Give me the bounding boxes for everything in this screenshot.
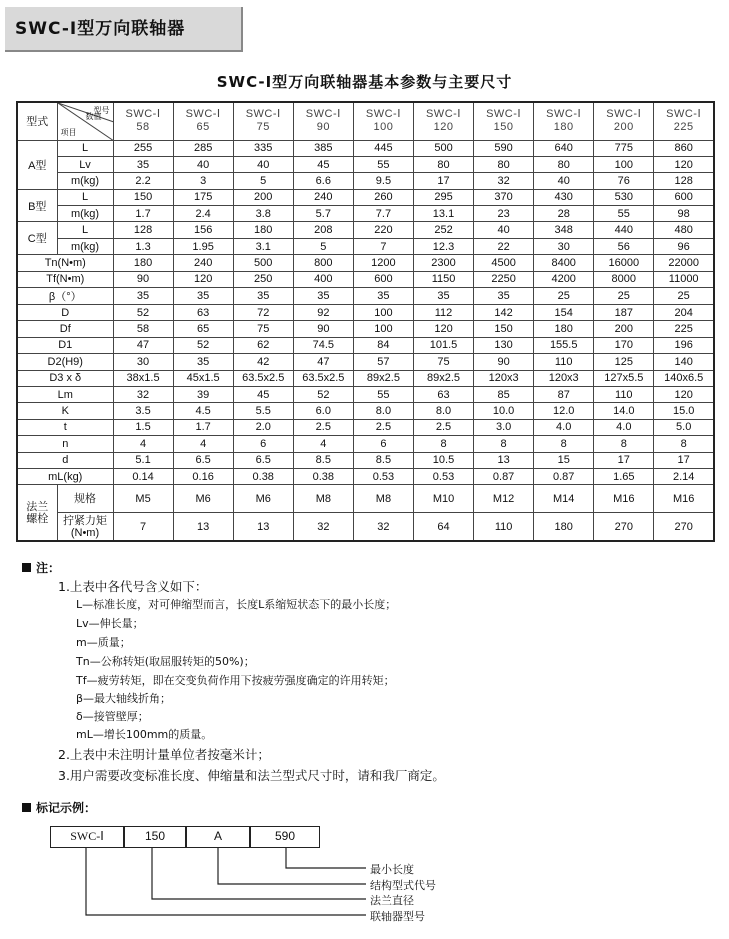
table-cell: 84 xyxy=(353,337,413,353)
table-cell: 52 xyxy=(173,337,233,353)
table-cell: 17 xyxy=(413,173,473,189)
table-cell: 4.5 xyxy=(173,403,233,419)
model-header: SWC-Ⅰ 180 xyxy=(534,102,594,140)
table-cell: 180 xyxy=(113,255,173,271)
table-cell: 8.5 xyxy=(293,452,353,468)
table-cell: M8 xyxy=(293,485,353,513)
table-cell: 204 xyxy=(654,305,714,321)
table-cell: 480 xyxy=(654,222,714,238)
group-label: A型 xyxy=(17,140,57,189)
table-cell: 250 xyxy=(233,271,293,287)
note-line: β—最大轴线折角； xyxy=(76,692,172,705)
table-cell: 2250 xyxy=(474,271,534,287)
table-cell: 96 xyxy=(654,238,714,254)
table-cell: 800 xyxy=(293,255,353,271)
row-label: D3 x δ xyxy=(17,370,113,386)
table-cell: 175 xyxy=(173,189,233,205)
page-title: SWC-Ⅰ型万向联轴器 xyxy=(15,19,186,39)
table-cell: 35 xyxy=(413,288,473,305)
table-cell: 75 xyxy=(413,354,473,370)
table-cell: 100 xyxy=(353,321,413,337)
table-cell: 5 xyxy=(293,238,353,254)
table-cell: 120 xyxy=(654,386,714,402)
table-cell: 1.95 xyxy=(173,238,233,254)
table-cell: 13 xyxy=(173,513,233,541)
table-cell: 150 xyxy=(474,321,534,337)
row-label: Tn(N•m) xyxy=(17,255,113,271)
table-cell: 4 xyxy=(173,436,233,452)
table-cell: 170 xyxy=(594,337,654,353)
table-cell: 8000 xyxy=(594,271,654,287)
table-cell: 7 xyxy=(113,513,173,541)
table-cell: 125 xyxy=(594,354,654,370)
table-cell: 5.5 xyxy=(233,403,293,419)
table-cell: 35 xyxy=(113,156,173,172)
table-cell: 240 xyxy=(173,255,233,271)
table-cell: 1.3 xyxy=(113,238,173,254)
table-cell: 860 xyxy=(654,140,714,156)
table-cell: 80 xyxy=(413,156,473,172)
row-label: 拧紧力矩 (N•m) xyxy=(57,513,113,541)
table-cell: 47 xyxy=(113,337,173,353)
table-cell: 120 xyxy=(654,156,714,172)
table-cell: 35 xyxy=(233,288,293,305)
table-cell: 39 xyxy=(173,386,233,402)
row-label: m(kg) xyxy=(57,238,113,254)
table-cell: 40 xyxy=(173,156,233,172)
table-cell: 200 xyxy=(233,189,293,205)
model-header: SWC-Ⅰ 200 xyxy=(594,102,654,140)
table-cell: M12 xyxy=(474,485,534,513)
note-line: δ—接管壁厚； xyxy=(76,710,149,723)
table-cell: 35 xyxy=(293,288,353,305)
table-cell: 101.5 xyxy=(413,337,473,353)
table-cell: 8 xyxy=(654,436,714,452)
table-cell: 52 xyxy=(113,305,173,321)
table-cell: 63.5x2.5 xyxy=(233,370,293,386)
note-line: 1.上表中各代号含义如下： xyxy=(58,579,208,594)
notes-heading: 注： xyxy=(22,559,60,576)
table-cell: 55 xyxy=(594,206,654,222)
table-cell: 5.0 xyxy=(654,419,714,435)
table-cell: 25 xyxy=(594,288,654,305)
table-cell: M5 xyxy=(113,485,173,513)
table-cell: 2.0 xyxy=(233,419,293,435)
table-cell: 5 xyxy=(233,173,293,189)
table-cell: 90 xyxy=(474,354,534,370)
table-cell: 6.5 xyxy=(233,452,293,468)
table-cell: 6.6 xyxy=(293,173,353,189)
table-cell: 4 xyxy=(293,436,353,452)
table-cell: 57 xyxy=(353,354,413,370)
table-cell: 120 xyxy=(173,271,233,287)
table-cell: 0.87 xyxy=(534,468,594,484)
table-cell: 32 xyxy=(353,513,413,541)
table-cell: 1150 xyxy=(413,271,473,287)
table-cell: M10 xyxy=(413,485,473,513)
legend-flange-diameter: 法兰直径 xyxy=(370,894,414,907)
table-cell: 42 xyxy=(233,354,293,370)
table-cell: 8.0 xyxy=(413,403,473,419)
row-label: β（°） xyxy=(17,288,113,305)
table-cell: 127x5.5 xyxy=(594,370,654,386)
table-cell: 600 xyxy=(654,189,714,205)
table-cell: 220 xyxy=(353,222,413,238)
table-cell: 74.5 xyxy=(293,337,353,353)
table-cell: 10.5 xyxy=(413,452,473,468)
table-cell: 128 xyxy=(654,173,714,189)
table-cell: 150 xyxy=(113,189,173,205)
table-cell: M6 xyxy=(173,485,233,513)
table-cell: 335 xyxy=(233,140,293,156)
table-cell: 32 xyxy=(293,513,353,541)
row-label: n xyxy=(17,436,113,452)
table-cell: 440 xyxy=(594,222,654,238)
header-value-label: 数值 xyxy=(85,112,102,121)
table-cell: 3.0 xyxy=(474,419,534,435)
table-cell: 0.53 xyxy=(353,468,413,484)
table-cell: 8400 xyxy=(534,255,594,271)
table-cell: 45x1.5 xyxy=(173,370,233,386)
table-cell: 62 xyxy=(233,337,293,353)
table-cell: 35 xyxy=(173,354,233,370)
table-cell: 370 xyxy=(474,189,534,205)
table-cell: 140 xyxy=(654,354,714,370)
table-cell: 3.5 xyxy=(113,403,173,419)
table-cell: 600 xyxy=(353,271,413,287)
table-cell: 8 xyxy=(413,436,473,452)
row-label: D1 xyxy=(17,337,113,353)
table-cell: 1.65 xyxy=(594,468,654,484)
table-cell: 225 xyxy=(654,321,714,337)
model-header: SWC-Ⅰ 75 xyxy=(233,102,293,140)
table-cell: 130 xyxy=(474,337,534,353)
table-cell: 120x3 xyxy=(474,370,534,386)
table-cell: 85 xyxy=(474,386,534,402)
table-cell: 6 xyxy=(233,436,293,452)
table-cell: 187 xyxy=(594,305,654,321)
note-line: mL—增长100mm的质量。 xyxy=(76,728,213,741)
table-cell: 500 xyxy=(233,255,293,271)
note-line: L—标准长度，对可伸缩型而言，长度L系缩短状态下的最小长度； xyxy=(76,598,397,611)
row-label: Lm xyxy=(17,386,113,402)
table-cell: 89x2.5 xyxy=(353,370,413,386)
table-cell: 255 xyxy=(113,140,173,156)
table-cell: 56 xyxy=(594,238,654,254)
table-cell: 40 xyxy=(233,156,293,172)
table-cell: 8 xyxy=(474,436,534,452)
table-cell: 6.5 xyxy=(173,452,233,468)
table-cell: 4.0 xyxy=(534,419,594,435)
table-cell: 0.87 xyxy=(474,468,534,484)
table-cell: 90 xyxy=(113,271,173,287)
table-cell: 530 xyxy=(594,189,654,205)
example-heading: 标记示例： xyxy=(22,799,96,816)
table-cell: 252 xyxy=(413,222,473,238)
row-label: Lv xyxy=(57,156,113,172)
table-cell: 17 xyxy=(654,452,714,468)
table-cell: 100 xyxy=(353,305,413,321)
table-cell: 590 xyxy=(474,140,534,156)
table-cell: 0.38 xyxy=(293,468,353,484)
table-cell: 5.7 xyxy=(293,206,353,222)
table-cell: 5.1 xyxy=(113,452,173,468)
table-cell: 2.2 xyxy=(113,173,173,189)
code-model: SWC-Ⅰ xyxy=(50,826,124,848)
table-cell: 640 xyxy=(534,140,594,156)
table-cell: 63 xyxy=(173,305,233,321)
table-cell: 0.16 xyxy=(173,468,233,484)
table-cell: 9.5 xyxy=(353,173,413,189)
note-line: Lv—伸长量； xyxy=(76,617,144,630)
table-cell: 32 xyxy=(113,386,173,402)
row-label: L xyxy=(57,189,113,205)
table-cell: 8 xyxy=(594,436,654,452)
table-cell: 90 xyxy=(293,321,353,337)
table-cell: 25 xyxy=(534,288,594,305)
table-cell: 445 xyxy=(353,140,413,156)
table-cell: 1200 xyxy=(353,255,413,271)
table-cell: 156 xyxy=(173,222,233,238)
model-header: SWC-Ⅰ 90 xyxy=(293,102,353,140)
table-cell: 52 xyxy=(293,386,353,402)
row-label: D2(H9) xyxy=(17,354,113,370)
table-cell: 285 xyxy=(173,140,233,156)
code-flange: 150 xyxy=(124,826,186,848)
note-line: 2.上表中未注明计量单位者按毫米计； xyxy=(58,747,270,762)
table-cell: 80 xyxy=(474,156,534,172)
table-cell: 295 xyxy=(413,189,473,205)
table-cell: M6 xyxy=(233,485,293,513)
row-label: m(kg) xyxy=(57,173,113,189)
row-label: L xyxy=(57,140,113,156)
table-cell: 1.7 xyxy=(113,206,173,222)
row-label: L xyxy=(57,222,113,238)
table-cell: 4200 xyxy=(534,271,594,287)
row-label: t xyxy=(17,419,113,435)
table-cell: 13 xyxy=(474,452,534,468)
table-cell: 775 xyxy=(594,140,654,156)
model-header: SWC-Ⅰ 58 xyxy=(113,102,173,140)
table-cell: 58 xyxy=(113,321,173,337)
table-cell: 17 xyxy=(594,452,654,468)
table-cell: 92 xyxy=(293,305,353,321)
table-cell: 40 xyxy=(534,173,594,189)
table-cell: 75 xyxy=(233,321,293,337)
table-cell: 45 xyxy=(293,156,353,172)
table-cell: 72 xyxy=(233,305,293,321)
table-cell: 240 xyxy=(293,189,353,205)
header-type: 型式 xyxy=(17,102,57,140)
table-cell: 2.4 xyxy=(173,206,233,222)
row-label: d xyxy=(17,452,113,468)
table-cell: 63 xyxy=(413,386,473,402)
model-header: SWC-Ⅰ 120 xyxy=(413,102,473,140)
legend-structure-code: 结构型式代号 xyxy=(370,879,436,892)
table-cell: 35 xyxy=(113,288,173,305)
model-header: SWC-Ⅰ 225 xyxy=(654,102,714,140)
table-cell: 6 xyxy=(353,436,413,452)
table-cell: 180 xyxy=(534,321,594,337)
table-cell: 112 xyxy=(413,305,473,321)
row-label: Tf(N•m) xyxy=(17,271,113,287)
table-cell: 2300 xyxy=(413,255,473,271)
table-cell: M8 xyxy=(353,485,413,513)
table-cell: 55 xyxy=(353,386,413,402)
table-cell: 110 xyxy=(474,513,534,541)
group-label: C型 xyxy=(17,222,57,255)
table-cell: 8 xyxy=(534,436,594,452)
table-cell: 16000 xyxy=(594,255,654,271)
table-cell: 28 xyxy=(534,206,594,222)
table-cell: 260 xyxy=(353,189,413,205)
table-cell: 22000 xyxy=(654,255,714,271)
table-cell: 2.14 xyxy=(654,468,714,484)
table-cell: 142 xyxy=(474,305,534,321)
table-cell: 140x6.5 xyxy=(654,370,714,386)
table-cell: 89x2.5 xyxy=(413,370,473,386)
table-cell: M16 xyxy=(654,485,714,513)
table-cell: 208 xyxy=(293,222,353,238)
note-line: m—质量； xyxy=(76,636,131,649)
table-cell: 155.5 xyxy=(534,337,594,353)
table-cell: 348 xyxy=(534,222,594,238)
row-label: m(kg) xyxy=(57,206,113,222)
table-cell: 64 xyxy=(413,513,473,541)
table-cell: 15.0 xyxy=(654,403,714,419)
table-cell: 35 xyxy=(474,288,534,305)
table-cell: 270 xyxy=(654,513,714,541)
legend-model: 联轴器型号 xyxy=(370,910,425,923)
row-label: mL(kg) xyxy=(17,468,113,484)
group-label: 法兰 螺栓 xyxy=(17,485,57,541)
table-cell: 38x1.5 xyxy=(113,370,173,386)
model-header: SWC-Ⅰ 65 xyxy=(173,102,233,140)
note-line: 3.用户需要改变标准长度、伸缩量和法兰型式尺寸时，请和我厂商定。 xyxy=(58,768,445,783)
row-label: D xyxy=(17,305,113,321)
table-cell: 4 xyxy=(113,436,173,452)
table-cell: 12.3 xyxy=(413,238,473,254)
table-cell: 47 xyxy=(293,354,353,370)
table-cell: 400 xyxy=(293,271,353,287)
table-cell: M16 xyxy=(594,485,654,513)
table-cell: 30 xyxy=(534,238,594,254)
row-label: Df xyxy=(17,321,113,337)
table-cell: 98 xyxy=(654,206,714,222)
table-cell: 100 xyxy=(594,156,654,172)
table-cell: 11000 xyxy=(654,271,714,287)
table-cell: 4500 xyxy=(474,255,534,271)
table-cell: 270 xyxy=(594,513,654,541)
table-cell: 13.1 xyxy=(413,206,473,222)
table-cell: 6.0 xyxy=(293,403,353,419)
table-cell: 110 xyxy=(534,354,594,370)
table-cell: 40 xyxy=(474,222,534,238)
table-cell: 32 xyxy=(474,173,534,189)
table-cell: 3.8 xyxy=(233,206,293,222)
header-item-label: 项目 xyxy=(60,127,77,137)
table-cell: 25 xyxy=(654,288,714,305)
table-cell: 0.53 xyxy=(413,468,473,484)
table-cell: 8.0 xyxy=(353,403,413,419)
table-cell: 0.14 xyxy=(113,468,173,484)
note-line: Tf—疲劳转矩，即在交变负荷作用下按疲劳强度确定的许用转矩； xyxy=(76,674,395,687)
row-label: K xyxy=(17,403,113,419)
table-cell: 10.0 xyxy=(474,403,534,419)
table-cell: 8.5 xyxy=(353,452,413,468)
table-cell: 7 xyxy=(353,238,413,254)
table-cell: 180 xyxy=(233,222,293,238)
table-title: SWC-Ⅰ型万向联轴器基本参数与主要尺寸 xyxy=(216,73,513,91)
table-cell: 55 xyxy=(353,156,413,172)
table-cell: 14.0 xyxy=(594,403,654,419)
code-length: 590 xyxy=(250,826,320,848)
table-cell: 196 xyxy=(654,337,714,353)
table-cell: 80 xyxy=(534,156,594,172)
table-cell: 15 xyxy=(534,452,594,468)
table-cell: 120x3 xyxy=(534,370,594,386)
table-cell: 65 xyxy=(173,321,233,337)
header-model-label: 型号 xyxy=(93,106,110,115)
table-cell: 22 xyxy=(474,238,534,254)
table-cell: 500 xyxy=(413,140,473,156)
table-cell: 1.7 xyxy=(173,419,233,435)
table-cell: 2.5 xyxy=(293,419,353,435)
table-cell: 2.5 xyxy=(353,419,413,435)
group-label: B型 xyxy=(17,189,57,222)
table-cell: 7.7 xyxy=(353,206,413,222)
table-cell: 4.0 xyxy=(594,419,654,435)
table-cell: 87 xyxy=(534,386,594,402)
table-cell: 23 xyxy=(474,206,534,222)
table-cell: 45 xyxy=(233,386,293,402)
model-header: SWC-Ⅰ 150 xyxy=(474,102,534,140)
table-cell: 1.5 xyxy=(113,419,173,435)
table-cell: 30 xyxy=(113,354,173,370)
table-cell: 3.1 xyxy=(233,238,293,254)
table-cell: 35 xyxy=(353,288,413,305)
table-cell: 154 xyxy=(534,305,594,321)
table-cell: 385 xyxy=(293,140,353,156)
table-cell: 2.5 xyxy=(413,419,473,435)
table-cell: 63.5x2.5 xyxy=(293,370,353,386)
legend-min-length: 最小长度 xyxy=(370,863,414,876)
table-cell: 110 xyxy=(594,386,654,402)
table-cell: 0.38 xyxy=(233,468,293,484)
table-cell: 76 xyxy=(594,173,654,189)
table-cell: M14 xyxy=(534,485,594,513)
table-cell: 128 xyxy=(113,222,173,238)
table-cell: 3 xyxy=(173,173,233,189)
table-cell: 180 xyxy=(534,513,594,541)
table-cell: 200 xyxy=(594,321,654,337)
model-header: SWC-Ⅰ 100 xyxy=(353,102,413,140)
note-line: Tn—公称转矩(取屈服转矩的50%)； xyxy=(76,655,255,668)
row-label: 规格 xyxy=(57,485,113,513)
table-cell: 430 xyxy=(534,189,594,205)
table-cell: 13 xyxy=(233,513,293,541)
table-cell: 12.0 xyxy=(534,403,594,419)
table-cell: 120 xyxy=(413,321,473,337)
code-type: A xyxy=(186,826,250,848)
table-cell: 35 xyxy=(173,288,233,305)
